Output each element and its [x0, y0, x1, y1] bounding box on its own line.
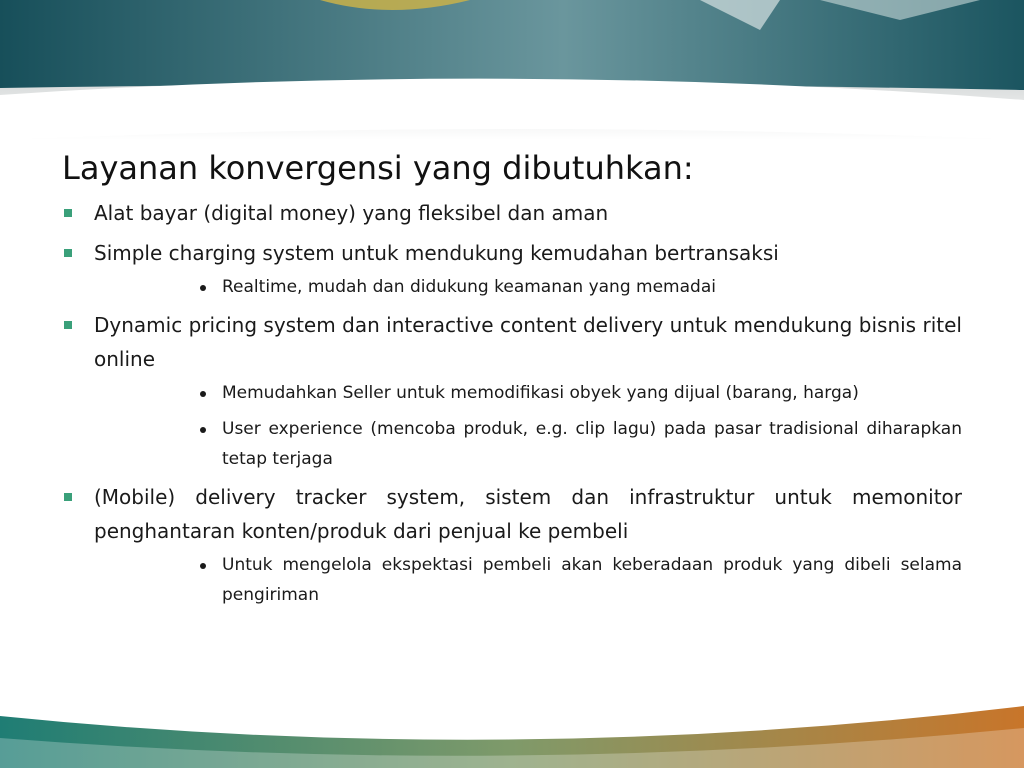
dot-bullet-icon: [200, 285, 206, 291]
sub-bullet-text: Untuk mengelola ekspektasi pembeli akan keberadaan produk yang dibeli selama pengiriman: [222, 555, 962, 605]
sub-bullet-list: [94, 378, 962, 474]
square-bullet-icon: [64, 493, 72, 501]
bullet-text: (Mobile) delivery tracker system, sistem dan infrastruktur untuk memonitor penghantaran konten/produk dari penjual ke pembeli: [94, 485, 962, 543]
slide-title: Layanan konvergensi yang dibutuhkan:: [62, 149, 694, 187]
bullet-text: Alat bayar (digital money) yang fleksibel dan aman: [94, 201, 609, 225]
list-item: [62, 196, 962, 230]
footer-band: [0, 698, 1024, 768]
header-banner: [0, 0, 1024, 140]
sub-list-item: [190, 550, 962, 610]
dot-bullet-icon: [200, 563, 206, 569]
dot-bullet-icon: [200, 427, 206, 433]
bullet-list: [62, 196, 962, 610]
slide-content: [62, 146, 962, 616]
list-item: [62, 236, 962, 302]
square-bullet-icon: [64, 209, 72, 217]
sub-list-item: [190, 378, 962, 408]
square-bullet-icon: [64, 249, 72, 257]
sub-bullet-list: [94, 550, 962, 610]
sub-bullet-list: [94, 272, 962, 302]
list-item: [62, 308, 962, 474]
sub-bullet-text: Realtime, mudah dan didukung keamanan yang memadai: [222, 277, 716, 297]
dot-bullet-icon: [200, 391, 206, 397]
sub-bullet-text: User experience (mencoba produk, e.g. clip lagu) pada pasar tradisional diharapkan tetap terjaga: [222, 419, 962, 469]
sub-list-item: [190, 414, 962, 474]
square-bullet-icon: [64, 321, 72, 329]
bullet-text: Dynamic pricing system dan interactive content delivery untuk mendukung bisnis ritel online: [94, 313, 962, 371]
list-item: [62, 480, 962, 610]
sub-bullet-text: Memudahkan Seller untuk memodifikasi obyek yang dijual (barang, harga): [222, 383, 859, 403]
sub-list-item: [190, 272, 962, 302]
bullet-text: Simple charging system untuk mendukung kemudahan bertransaksi: [94, 241, 779, 265]
